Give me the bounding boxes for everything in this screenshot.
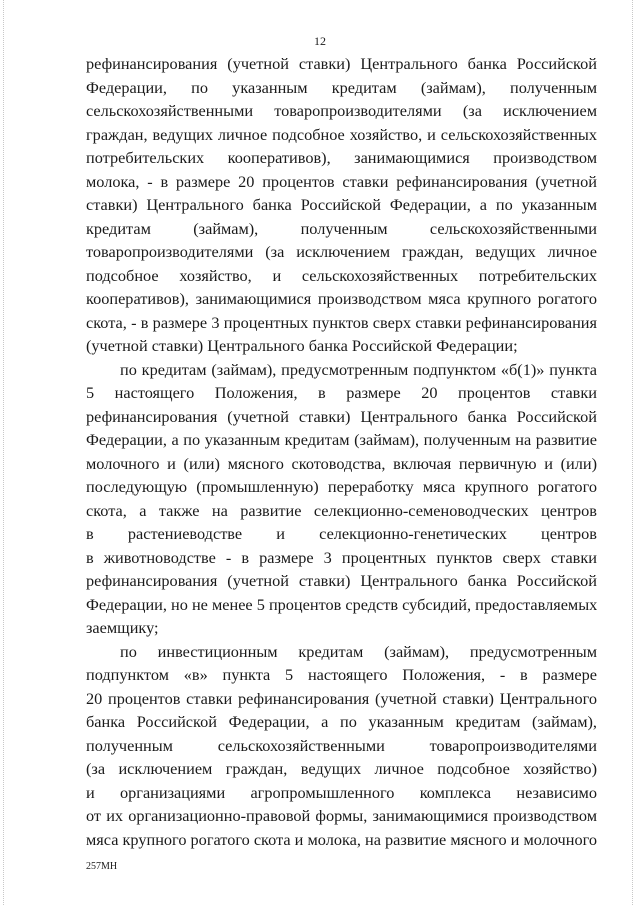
text-line: граждан, ведущих личное подсобное хозяйство, и сельскохозяйственных	[86, 124, 597, 144]
text-line: полученным сельскохозяйственными товаропроизводителями	[86, 735, 597, 755]
text-line: последующую (промышленную) переработку мяса крупного рогатого	[86, 477, 597, 496]
text-line: рефинансирования (учетной ставки) Центрального банка Российской	[86, 54, 597, 73]
text-line: мяса крупного рогатого скота и молока, на развитие мясного и молочного	[86, 829, 597, 849]
document-body	[86, 52, 597, 851]
text-line: подпунктом «в» пункта 5 настоящего Положения, - в размере	[86, 665, 597, 684]
text-line: Федерации, по указанным кредитам (займам), полученным	[86, 77, 597, 97]
text-line: молока, - в размере 20 процентов ставки рефинансирования (учетной	[86, 171, 597, 191]
text-line: потребительских кооперативов), занимающимися производством	[86, 148, 597, 167]
text-line: в животноводстве - в размере 3 процентных пунктов сверх ставки	[86, 547, 597, 567]
text-line: и организациями агропромышленного комплекса независимо	[86, 782, 597, 802]
text-line: рефинансирования (учетной ставки) Центрального банка Российской	[86, 406, 597, 426]
text-line: по инвестиционным кредитам (займам), предусмотренным	[120, 641, 597, 661]
text-line: Федерации, но не менее 5 процентов средств субсидий, предоставляемых	[86, 594, 597, 614]
text-line: 5 настоящего Положения, в размере 20 процентов ставки	[86, 383, 597, 402]
text-line: 20 процентов ставки рефинансирования (учетной ставки) Центрального	[86, 688, 597, 708]
text-line: подсобное хозяйство, и сельскохозяйственных потребительских	[86, 265, 597, 285]
page-number: 12	[314, 34, 326, 48]
text-line: заемщику;	[86, 618, 159, 637]
text-line: скота, а также на развитие селекционно-семеноводческих центров	[86, 500, 597, 520]
document-code: 257МН	[86, 861, 118, 872]
text-line: молочного и (или) мясного скотоводства, включая первичную и (или)	[86, 453, 597, 473]
text-line: (учетной ставки) Центрального банка Российской Федерации;	[86, 336, 518, 355]
text-line: от их организационно-правовой формы, занимающимися производством	[86, 806, 597, 825]
scan-edge-right	[632, 0, 634, 905]
text-line: по кредитам (займам), предусмотренным подпунктом «б(1)» пункта	[120, 359, 597, 379]
text-line: сельскохозяйственными товаропроизводителями (за исключением	[86, 101, 597, 120]
scan-edge-left	[3, 0, 5, 905]
text-line: банка Российской Федерации, а по указанным кредитам (займам),	[86, 712, 597, 731]
text-line: (за исключением граждан, ведущих личное подсобное хозяйство)	[86, 759, 597, 778]
text-line: товаропроизводителями (за исключением граждан, ведущих личное	[86, 242, 597, 261]
text-line: кредитам (займам), полученным сельскохозяйственными	[86, 218, 597, 238]
text-line: ставки) Центрального банка Российской Федерации, а по указанным	[86, 195, 597, 214]
text-line: Федерации, а по указанным кредитам (займам), полученным на развитие	[86, 430, 597, 449]
text-line: скота, - в размере 3 процентных пунктов сверх ставки рефинансирования	[86, 312, 597, 332]
text-line: кооперативов), занимающимися производством мяса крупного рогатого	[86, 289, 597, 308]
text-line: в растениеводстве и селекционно-генетических центров	[86, 524, 597, 543]
text-line: рефинансирования (учетной ставки) Центрального банка Российской	[86, 571, 597, 590]
